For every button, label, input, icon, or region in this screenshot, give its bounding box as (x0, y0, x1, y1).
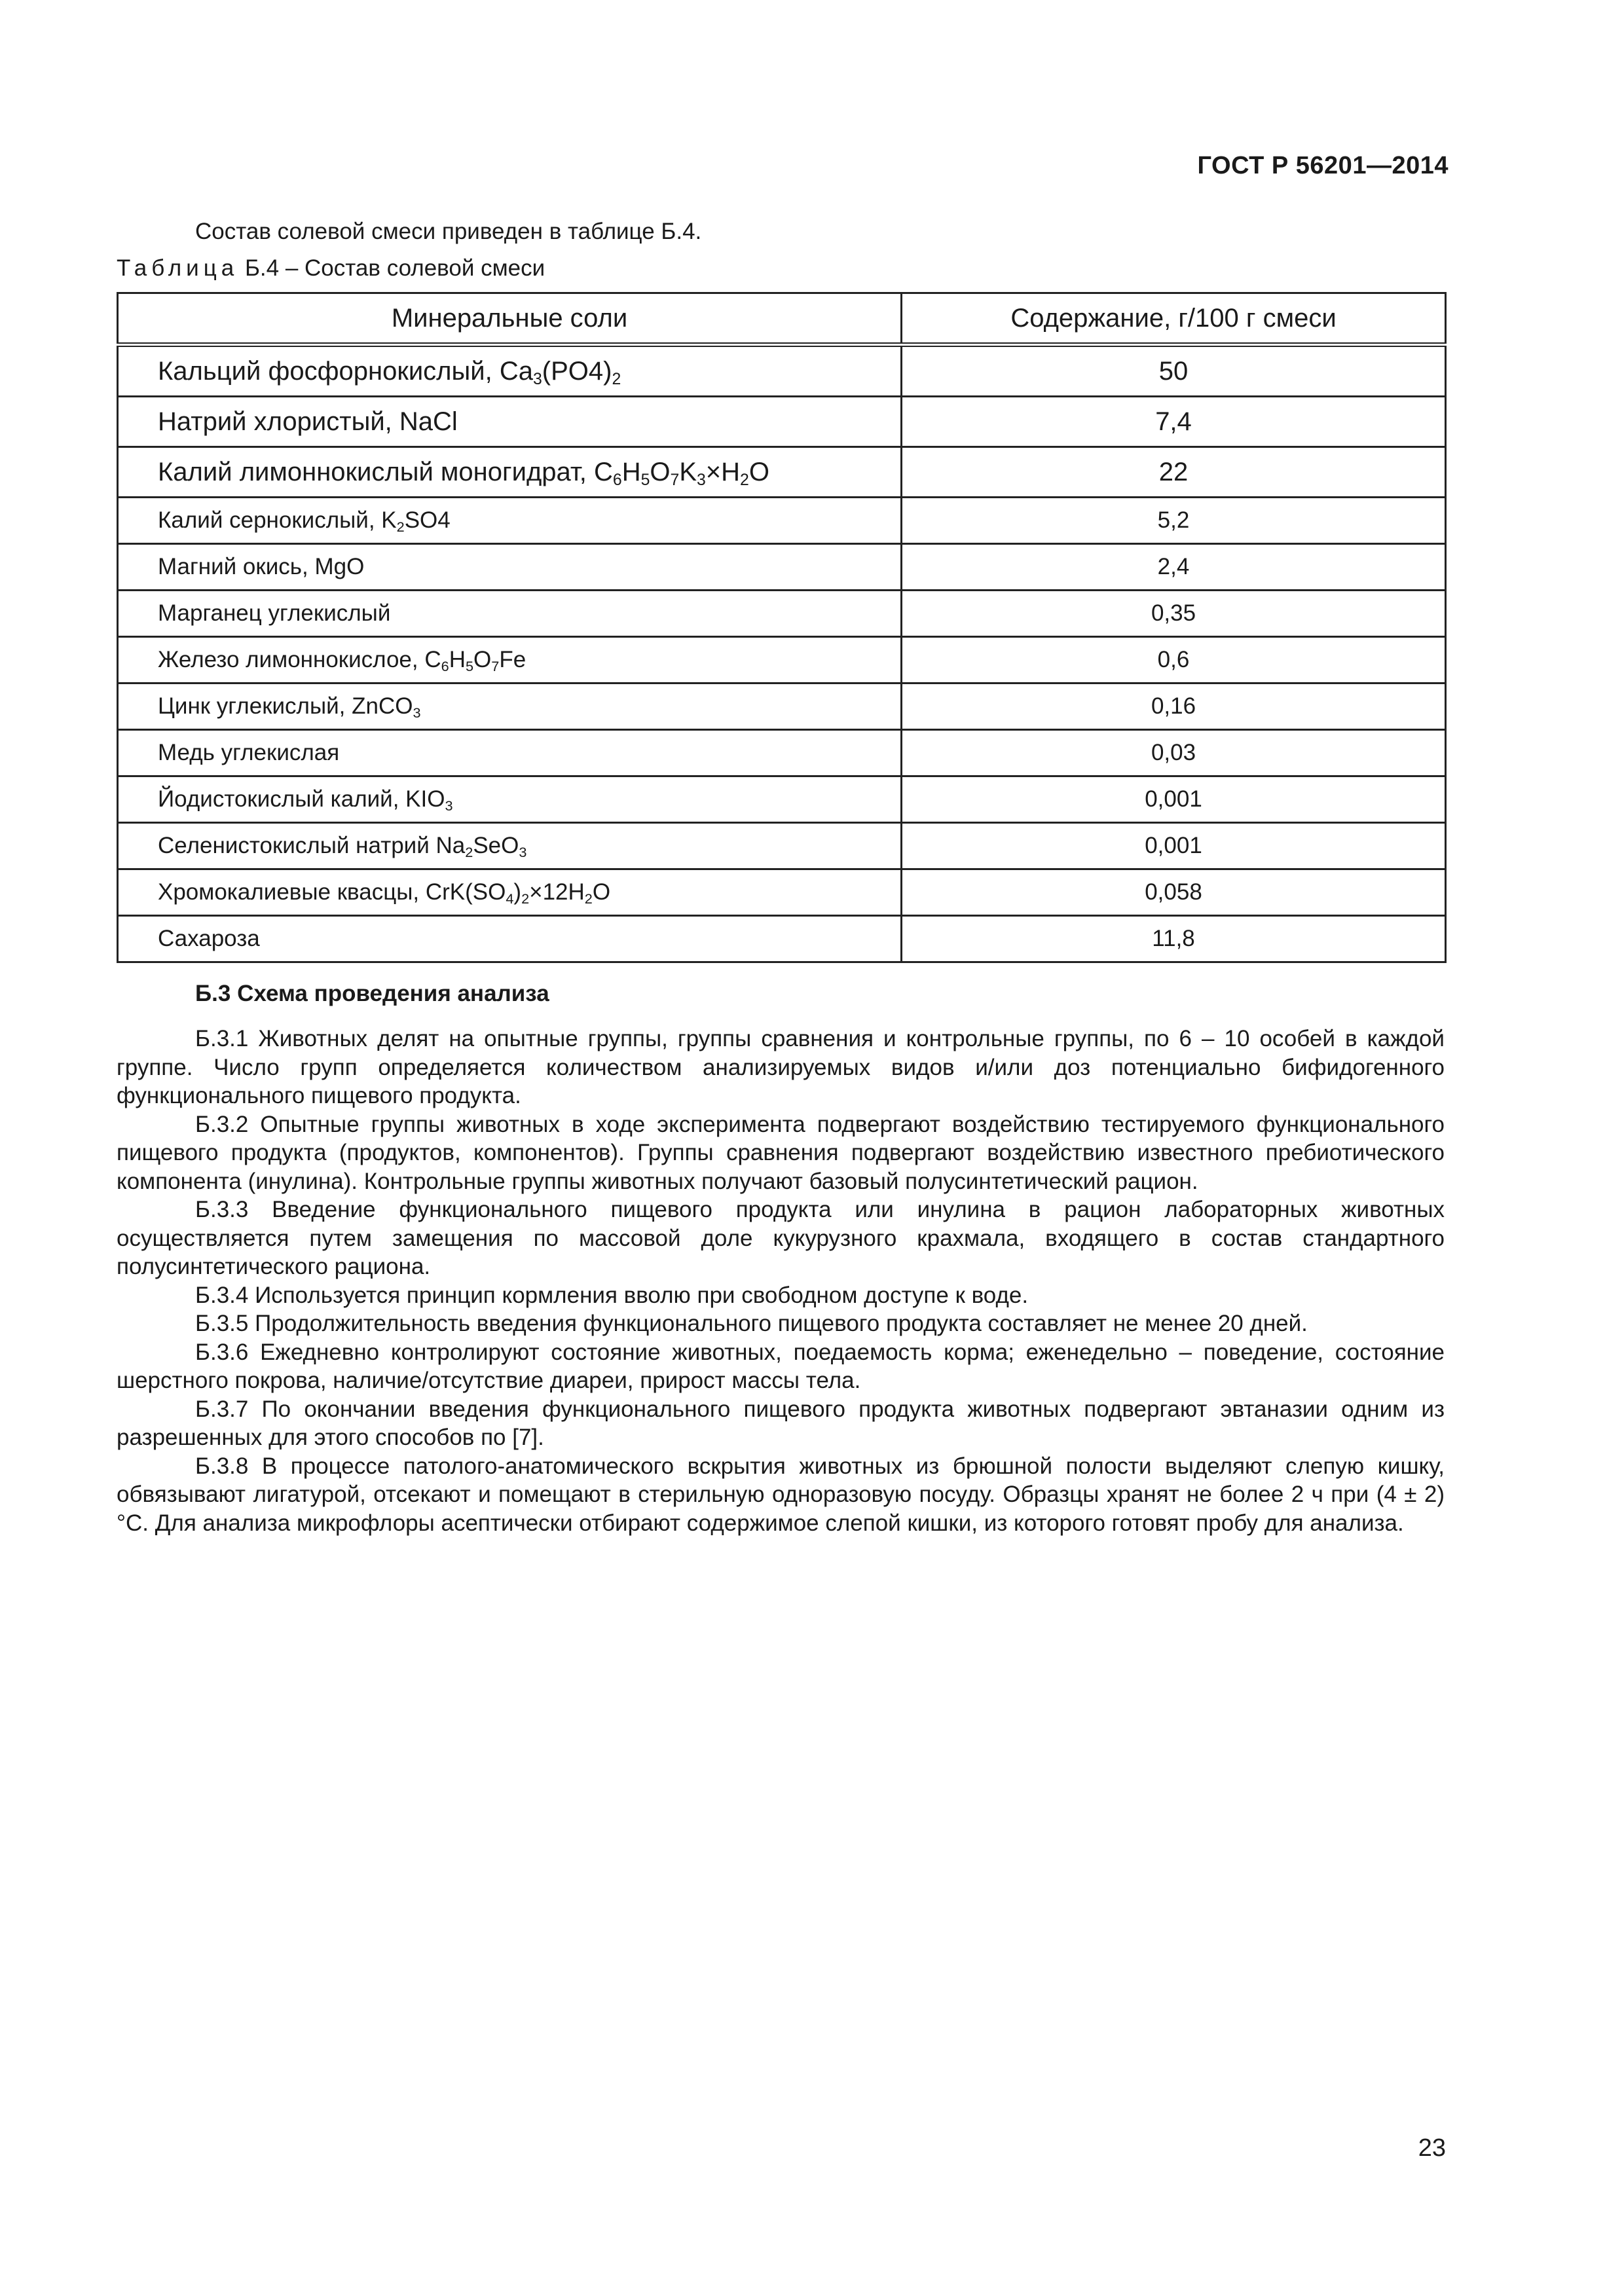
mineral-salt-name (118, 345, 902, 397)
name-text: ) (513, 879, 522, 905)
paragraph: Б.3.2 Опытные группы животных в ходе эксперимента подвергают воздействию тестируемого функционального пищевого продукта (продуктов, компонентов). Группы сравнения подвергают воздействию известного пребиотического компонента (инулина). Контрольные группы животных получают базовый полусинтетический рацион. (117, 1111, 1445, 1194)
content-value: 7,4 (902, 397, 1446, 447)
name-text: H (621, 457, 641, 486)
name-text: O (592, 879, 611, 905)
name-text: O (748, 457, 769, 486)
name-text: Цинк углекислый, ZnCO (158, 693, 413, 719)
table-header-row (118, 293, 1446, 345)
formula-subscript: 3 (413, 704, 421, 721)
name-text: Медь углекислая (158, 740, 340, 765)
mineral-salt-name (118, 776, 902, 823)
mineral-salt-name (118, 498, 902, 544)
content-value: 22 (902, 447, 1446, 498)
section-body (117, 1025, 1445, 1537)
content-value: 0,16 (902, 683, 1446, 730)
page-number: 23 (1418, 2134, 1446, 2162)
formula-subscript: 7 (670, 471, 680, 489)
formula-subscript: 6 (441, 658, 449, 675)
table-row (118, 916, 1446, 962)
mineral-salt-name (118, 869, 902, 916)
table-row (118, 591, 1446, 637)
table-row (118, 544, 1446, 591)
name-text: Марганец углекислый (158, 600, 391, 626)
name-text: Натрий хлористый, NaCl (158, 407, 458, 436)
paragraph: Б.3.8 В процессе патолого-анатомического вскрытия животных из брюшной полости выделяют слепую кишку, обвязывают лигатурой, отсекают и помещают в стерильную одноразовую посуду. Образцы хранят не более 2 ч при (4 ± 2) °С. Для анализа микрофлоры асептически отбирают содержимое слепой кишки, из которого готовят пробу для анализа. (117, 1453, 1445, 1536)
table-caption-label: Таблица (117, 255, 239, 281)
mineral-salt-name (118, 591, 902, 637)
table-intro-text: Состав солевой смеси приведен в таблице Б.4. (195, 219, 702, 244)
content-value: 50 (902, 345, 1446, 397)
mineral-salt-name (118, 397, 902, 447)
table-row (118, 345, 1446, 397)
content-value: 11,8 (902, 916, 1446, 962)
name-text: Сахароза (158, 926, 260, 951)
content-value: 0,058 (902, 869, 1446, 916)
table-row (118, 447, 1446, 498)
mineral-salt-name (118, 916, 902, 962)
name-text: O (650, 457, 671, 486)
column-header-content: Содержание, г/100 г смеси (902, 293, 1446, 345)
formula-subscript: 2 (740, 471, 749, 489)
formula-subscript: 3 (532, 370, 542, 388)
name-text: Йодистокислый калий, KIO (158, 786, 445, 812)
table-caption-title: Б.4 – Состав солевой смеси (238, 255, 545, 281)
mineral-salt-name (118, 637, 902, 683)
formula-subscript: 2 (584, 890, 593, 907)
column-header-minerals: Минеральные соли (118, 293, 902, 345)
name-text: (PO4) (542, 356, 612, 386)
mineral-salt-name (118, 730, 902, 776)
name-text: Калий лимоннокислый моногидрат, C (158, 457, 613, 486)
table-caption (117, 255, 545, 282)
table-row (118, 776, 1446, 823)
name-text: Кальций фосфорнокислый, Ca (158, 356, 533, 386)
name-text: Магний окись, MgO (158, 554, 365, 579)
name-text: K (679, 457, 697, 486)
formula-subscript: 2 (465, 844, 473, 861)
formula-subscript: 2 (396, 519, 405, 536)
name-text: SeO (473, 833, 519, 858)
salt-mixture-table (117, 292, 1447, 963)
formula-subscript: 4 (506, 890, 514, 907)
name-text: ×H (705, 457, 741, 486)
content-value: 0,6 (902, 637, 1446, 683)
name-text: ×12H (529, 879, 585, 905)
mineral-salt-name (118, 683, 902, 730)
table-row (118, 730, 1446, 776)
paragraph: Б.3.7 По окончании введения функционального пищевого продукта животных подвергают эвтаназии одним из разрешенных для этого способов по [7]. (117, 1396, 1445, 1450)
content-value: 0,35 (902, 591, 1446, 637)
content-value: 5,2 (902, 498, 1446, 544)
name-text: Железо лимоннокислое, C (158, 647, 441, 672)
section-title: Б.3 Схема проведения анализа (195, 981, 549, 1006)
table-row (118, 498, 1446, 544)
paragraph: Б.3.1 Животных делят на опытные группы, группы сравнения и контрольные группы, по 6 – 10 особей в каждой группе. Число групп определяется количеством анализируемых видов и/или доз потенциально бифидогенного функционального пищевого продукта. (117, 1026, 1445, 1108)
paragraph: Б.3.5 Продолжительность введения функционального пищевого продукта составляет не менее 20 дней. (195, 1311, 1308, 1336)
table-row (118, 823, 1446, 869)
table-row (118, 869, 1446, 916)
mineral-salt-name (118, 823, 902, 869)
paragraph: Б.3.6 Ежедневно контролируют состояние животных, поедаемость корма; еженедельно – поведение, состояние шерстного покрова, наличие/отсутствие диареи, прирост массы тела. (117, 1339, 1445, 1393)
formula-subscript: 5 (640, 471, 650, 489)
name-text: Fe (499, 647, 526, 672)
table-body (118, 345, 1446, 962)
name-text: Хромокалиевые квасцы, CrK(SO (158, 879, 506, 905)
name-text: O (473, 647, 492, 672)
formula-subscript: 3 (519, 844, 527, 861)
mineral-salt-name (118, 544, 902, 591)
content-value: 2,4 (902, 544, 1446, 591)
name-text: Селенистокислый натрий Na (158, 833, 466, 858)
formula-subscript: 5 (465, 658, 474, 675)
formula-subscript: 3 (445, 797, 453, 814)
content-value: 0,001 (902, 823, 1446, 869)
paragraph: Б.3.4 Используется принцип кормления вволю при свободном доступе к воде. (195, 1282, 1029, 1308)
formula-subscript: 7 (491, 658, 500, 675)
name-text: Калий сернокислый, K (158, 507, 397, 533)
formula-subscript: 2 (612, 370, 621, 388)
formula-subscript: 2 (521, 890, 530, 907)
name-text: H (449, 647, 466, 672)
content-value: 0,03 (902, 730, 1446, 776)
document-code: ГОСТ Р 56201—2014 (1197, 152, 1449, 179)
mineral-salt-name (118, 447, 902, 498)
table-row (118, 397, 1446, 447)
table-row (118, 637, 1446, 683)
name-text: SO4 (404, 507, 451, 533)
paragraph: Б.3.3 Введение функционального пищевого продукта или инулина в рацион лабораторных животных осуществляется путем замещения по массовой доле кукурузного крахмала, входящего в состав стандартного полусинтетического рациона. (117, 1197, 1445, 1279)
formula-subscript: 3 (697, 471, 706, 489)
formula-subscript: 6 (612, 471, 622, 489)
content-value: 0,001 (902, 776, 1446, 823)
table-row (118, 683, 1446, 730)
